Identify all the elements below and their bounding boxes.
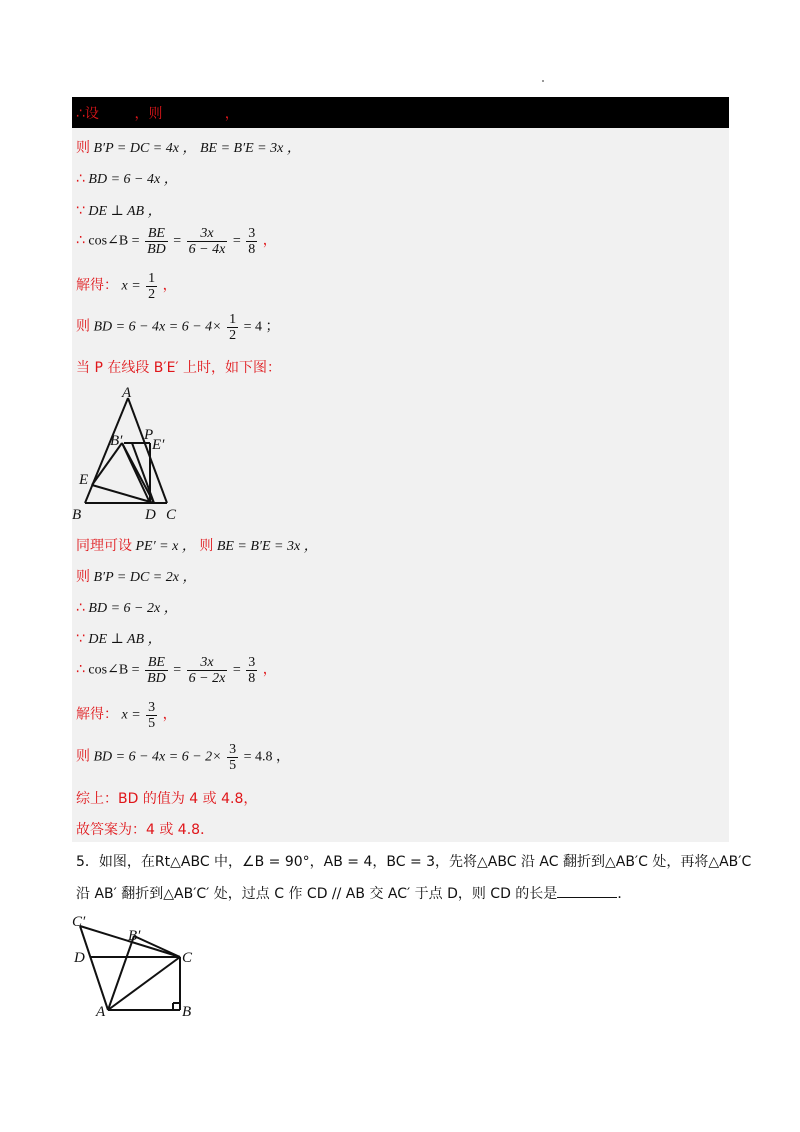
fraction: $\frac{1}{2}$	[229, 312, 237, 343]
solution-line-5: 解得： x = $\frac{1}{2}$ ，	[76, 271, 177, 302]
solution-line-7: 当 P 在线段 B′E′ 上时，如下图：	[76, 360, 282, 376]
solution-line-3: ∵ DE ⊥ AB ，	[76, 203, 162, 219]
question-5-line-1: 5．如图，在Rt△ABC 中，∠B = 90°，AB = 4，BC = 3，先将△ABC 沿 AC 翻折到△AB′C 处，再将△AB′C	[76, 854, 752, 870]
label-B-prime: B′	[110, 433, 123, 449]
label-C: C	[182, 950, 193, 966]
header-bar	[72, 97, 729, 128]
fraction: $\frac{3}{8}$	[248, 226, 256, 257]
fraction: $\frac{3x}{6 - 2x}$	[188, 655, 226, 686]
fraction: $\frac{3x}{6 - 4x}$	[188, 226, 226, 257]
fraction: $\frac{3}{5}$	[148, 700, 156, 731]
label-B: B	[72, 507, 82, 523]
figure-2-triangle	[70, 912, 210, 1022]
label-A: A	[122, 385, 132, 401]
fraction: $\frac{BE}{BD}$	[147, 226, 166, 257]
solution2-line-1: 同理可设 PE′ = x ， 则 BE = B′E = 3x ，	[76, 538, 318, 554]
answer-blank[interactable]	[557, 885, 617, 898]
solution2-line-2: 则 B′P = DC = 2x ，	[76, 569, 197, 585]
label-P: P	[144, 427, 154, 443]
solution2-summary: 综上：BD 的值为 4 或 4.8，	[76, 791, 258, 807]
label-E: E	[79, 472, 89, 488]
fraction: $\frac{1}{2}$	[148, 271, 156, 302]
label-E-prime: E′	[152, 437, 165, 453]
solution-line-6: 则 BD = 6 − 4x = 6 − 4× $\frac{1}{2}$ = 4 ；	[76, 312, 280, 343]
label-B-prime: B′	[128, 928, 141, 944]
solution2-line-3: ∴ BD = 6 − 2x ，	[76, 600, 178, 616]
solution-line-1: 则 B′P = DC = 4x ， BE = B′E = 3x ，	[76, 140, 301, 156]
solution2-line-6: 解得： x = $\frac{3}{5}$ ，	[76, 700, 177, 731]
label-A: A	[96, 1004, 106, 1020]
fraction: $\frac{BE}{BD}$	[147, 655, 166, 686]
label-D: D	[145, 507, 156, 523]
fraction: $\frac{3}{8}$	[248, 655, 256, 686]
header-bar-text: ∴设 ，则 ，	[76, 106, 239, 122]
fraction: $\frac{3}{5}$	[229, 742, 237, 773]
page-mark	[542, 80, 544, 82]
solution2-answer: 故答案为：4 或 4.8．	[76, 822, 215, 838]
solution2-line-4: ∵ DE ⊥ AB ，	[76, 631, 162, 647]
solution-line-2: ∴ BD = 6 − 4x ，	[76, 171, 178, 187]
label-B: B	[182, 1004, 192, 1020]
solution-line-4: ∴ cos∠B = $\frac{BE}{BD}$ = $\frac{3x}{6 - 4x}$ = $\frac{3}{8}$ ，	[76, 226, 277, 257]
solution2-line-7: 则 BD = 6 − 4x = 6 − 2× $\frac{3}{5}$ = 4.8 ，	[76, 742, 291, 773]
label-D: D	[74, 950, 85, 966]
label-C-prime: C′	[72, 914, 86, 930]
figure-1-triangle	[70, 383, 190, 523]
question-5-line-2: 沿 AB′ 翻折到△AB′C′ 处，过点 C 作 CD // AB 交 AC′ 于点 D，则 CD 的长是 ．	[76, 886, 632, 902]
label-C: C	[166, 507, 177, 523]
solution2-line-5: ∴ cos∠B = $\frac{BE}{BD}$ = $\frac{3x}{6 - 2x}$ = $\frac{3}{8}$ ，	[76, 655, 277, 686]
